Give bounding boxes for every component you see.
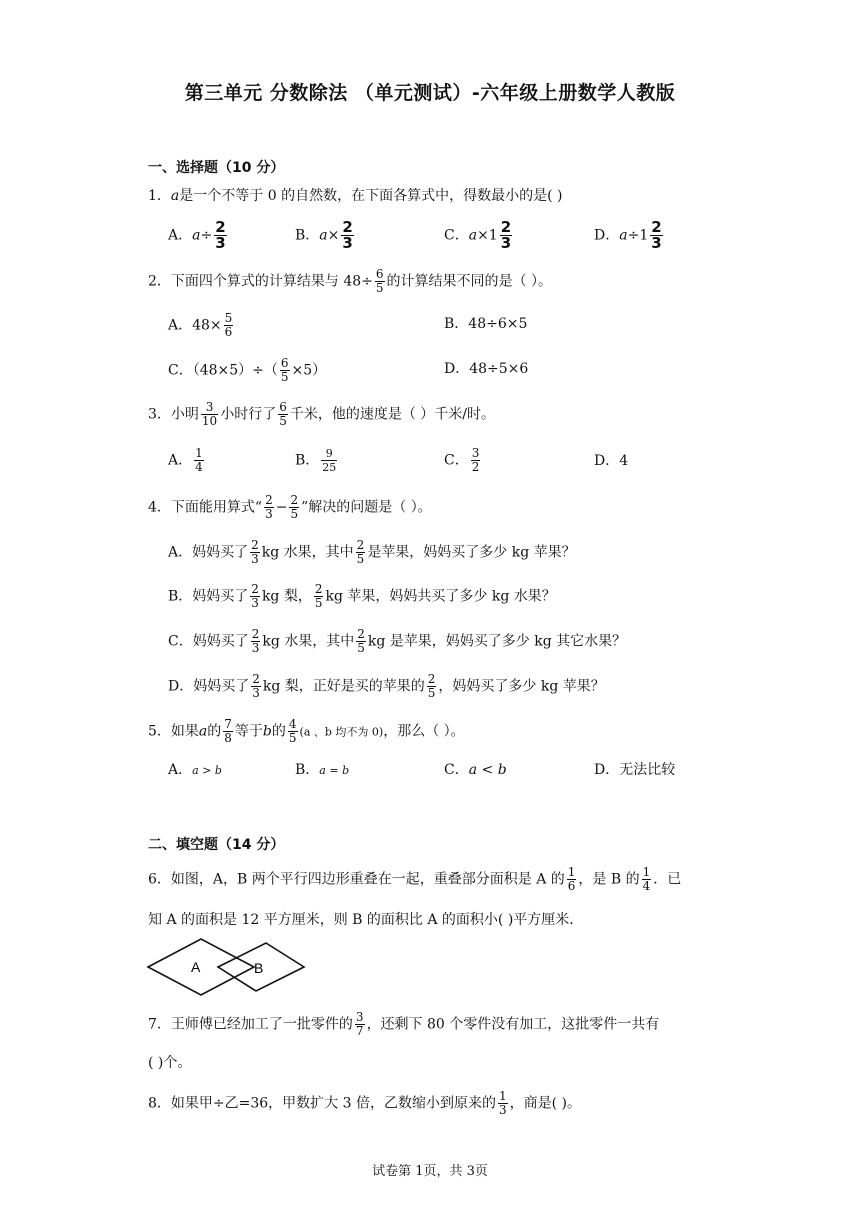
page-footer: 试卷第 1页，共 3页 xyxy=(372,1164,488,1179)
q5-option-b[interactable]: B．a = b xyxy=(295,762,350,778)
q1-option-b[interactable]: B．a× $\frac{2}{3}$ xyxy=(295,218,353,252)
parallelogram-a xyxy=(148,939,254,995)
q2-option-c[interactable]: C．（48×5）÷（ $\frac{6}{5}$ ×5） xyxy=(168,356,327,384)
q5-option-c[interactable]: C．a < b xyxy=(444,762,507,778)
question-5: 5．如果a的 $\frac{7}{8}$ 等于b的 $\frac{4}{5}$ (a 、b 均不为 0)，那么（ ）。 xyxy=(148,717,465,745)
q4-option-b[interactable]: B．妈妈买了 $\frac{2}{3}$ kg 梨， $\frac{2}{5}$ kg 苹果，妈妈共买了多少 kg 水果？ xyxy=(168,582,556,610)
q1-option-c[interactable]: C．a×1 $\frac{2}{3}$ xyxy=(444,218,512,252)
q5-option-d[interactable]: D．无法比较 xyxy=(594,762,676,778)
question-7-line-2: ( )个。 xyxy=(148,1055,192,1071)
q5-option-a[interactable]: A．a > b xyxy=(168,762,222,778)
question-6: 6．如图，A，B 两个平行四边形重叠在一起，重叠部分面积是 A 的 $\frac{1}{6}$ ，是 B 的 $\frac{1}{4}$ ．已 xyxy=(148,865,682,893)
question-7: 7．王师傅已经加工了一批零件的 $\frac{3}{7}$ ，还剩下 80 个零件没有加工，这批零件一共有 xyxy=(148,1010,660,1038)
q3-option-b[interactable]: B． $\frac{9}{25}$ xyxy=(295,447,337,474)
question-4: 4．下面能用算式“ $\frac{2}{3}$ − $\frac{2}{5}$ ”解决的问题是（ ）。 xyxy=(148,493,432,521)
label-a: A xyxy=(191,959,201,975)
q3-option-d[interactable]: D．4 xyxy=(594,453,629,469)
question-1: 1．a是一个不等于 0 的自然数，在下面各算式中，得数最小的是( ) xyxy=(148,188,563,204)
q2-option-b[interactable]: B．48÷6×5 xyxy=(444,316,528,332)
q4-option-c[interactable]: C．妈妈买了 $\frac{2}{3}$ kg 水果，其中 $\frac{2}{5}$ kg 是苹果，妈妈买了多少 kg 其它水果？ xyxy=(168,627,627,655)
section-heading-fill: 二、填空题（14 分） xyxy=(148,837,285,853)
q2-option-a[interactable]: A．48× $\frac{5}{6}$ xyxy=(168,311,233,339)
parallelogram-figure xyxy=(146,934,306,996)
question-3: 3．小明 $\frac{3}{10}$ 小时行了 $\frac{6}{5}$ 千米，他的速度是（ ）千米/时。 xyxy=(148,400,496,428)
question-2: 2．下面四个算式的计算结果与 48÷ $\frac{6}{5}$ 的计算结果不同的是（ ）。 xyxy=(148,267,552,295)
label-b: B xyxy=(254,960,264,976)
section-heading-choice: 一、选择题（10 分） xyxy=(148,160,285,176)
q1-option-a[interactable]: A．a÷ $\frac{2}{3}$ xyxy=(168,218,226,252)
question-8: 8．如果甲÷乙=36，甲数扩大 3 倍，乙数缩小到原来的 $\frac{1}{3}$ ，商是( )。 xyxy=(148,1089,582,1117)
q1-option-d[interactable]: D．a÷1 $\frac{2}{3}$ xyxy=(594,218,662,252)
q2-option-d[interactable]: D．48÷5×6 xyxy=(444,361,529,377)
question-6-line-2: 知 A 的面积是 12 平方厘米，则 B 的面积比 A 的面积小( )平方厘米． xyxy=(148,912,584,928)
q3-option-c[interactable]: C． $\frac{3}{2}$ xyxy=(444,446,480,474)
q4-option-d[interactable]: D．妈妈买了 $\frac{2}{3}$ kg 梨，正好是买的苹果的 $\frac{2}{5}$ ，妈妈买了多少 kg 苹果？ xyxy=(168,672,605,700)
q3-option-a[interactable]: A． $\frac{1}{4}$ xyxy=(168,446,203,474)
q4-option-a[interactable]: A．妈妈买了 $\frac{2}{3}$ kg 水果，其中 $\frac{2}{5}$ 是苹果，妈妈买了多少 kg 苹果？ xyxy=(168,538,576,566)
page-title: 第三单元 分数除法 （单元测试）-六年级上册数学人教版 xyxy=(184,82,676,104)
